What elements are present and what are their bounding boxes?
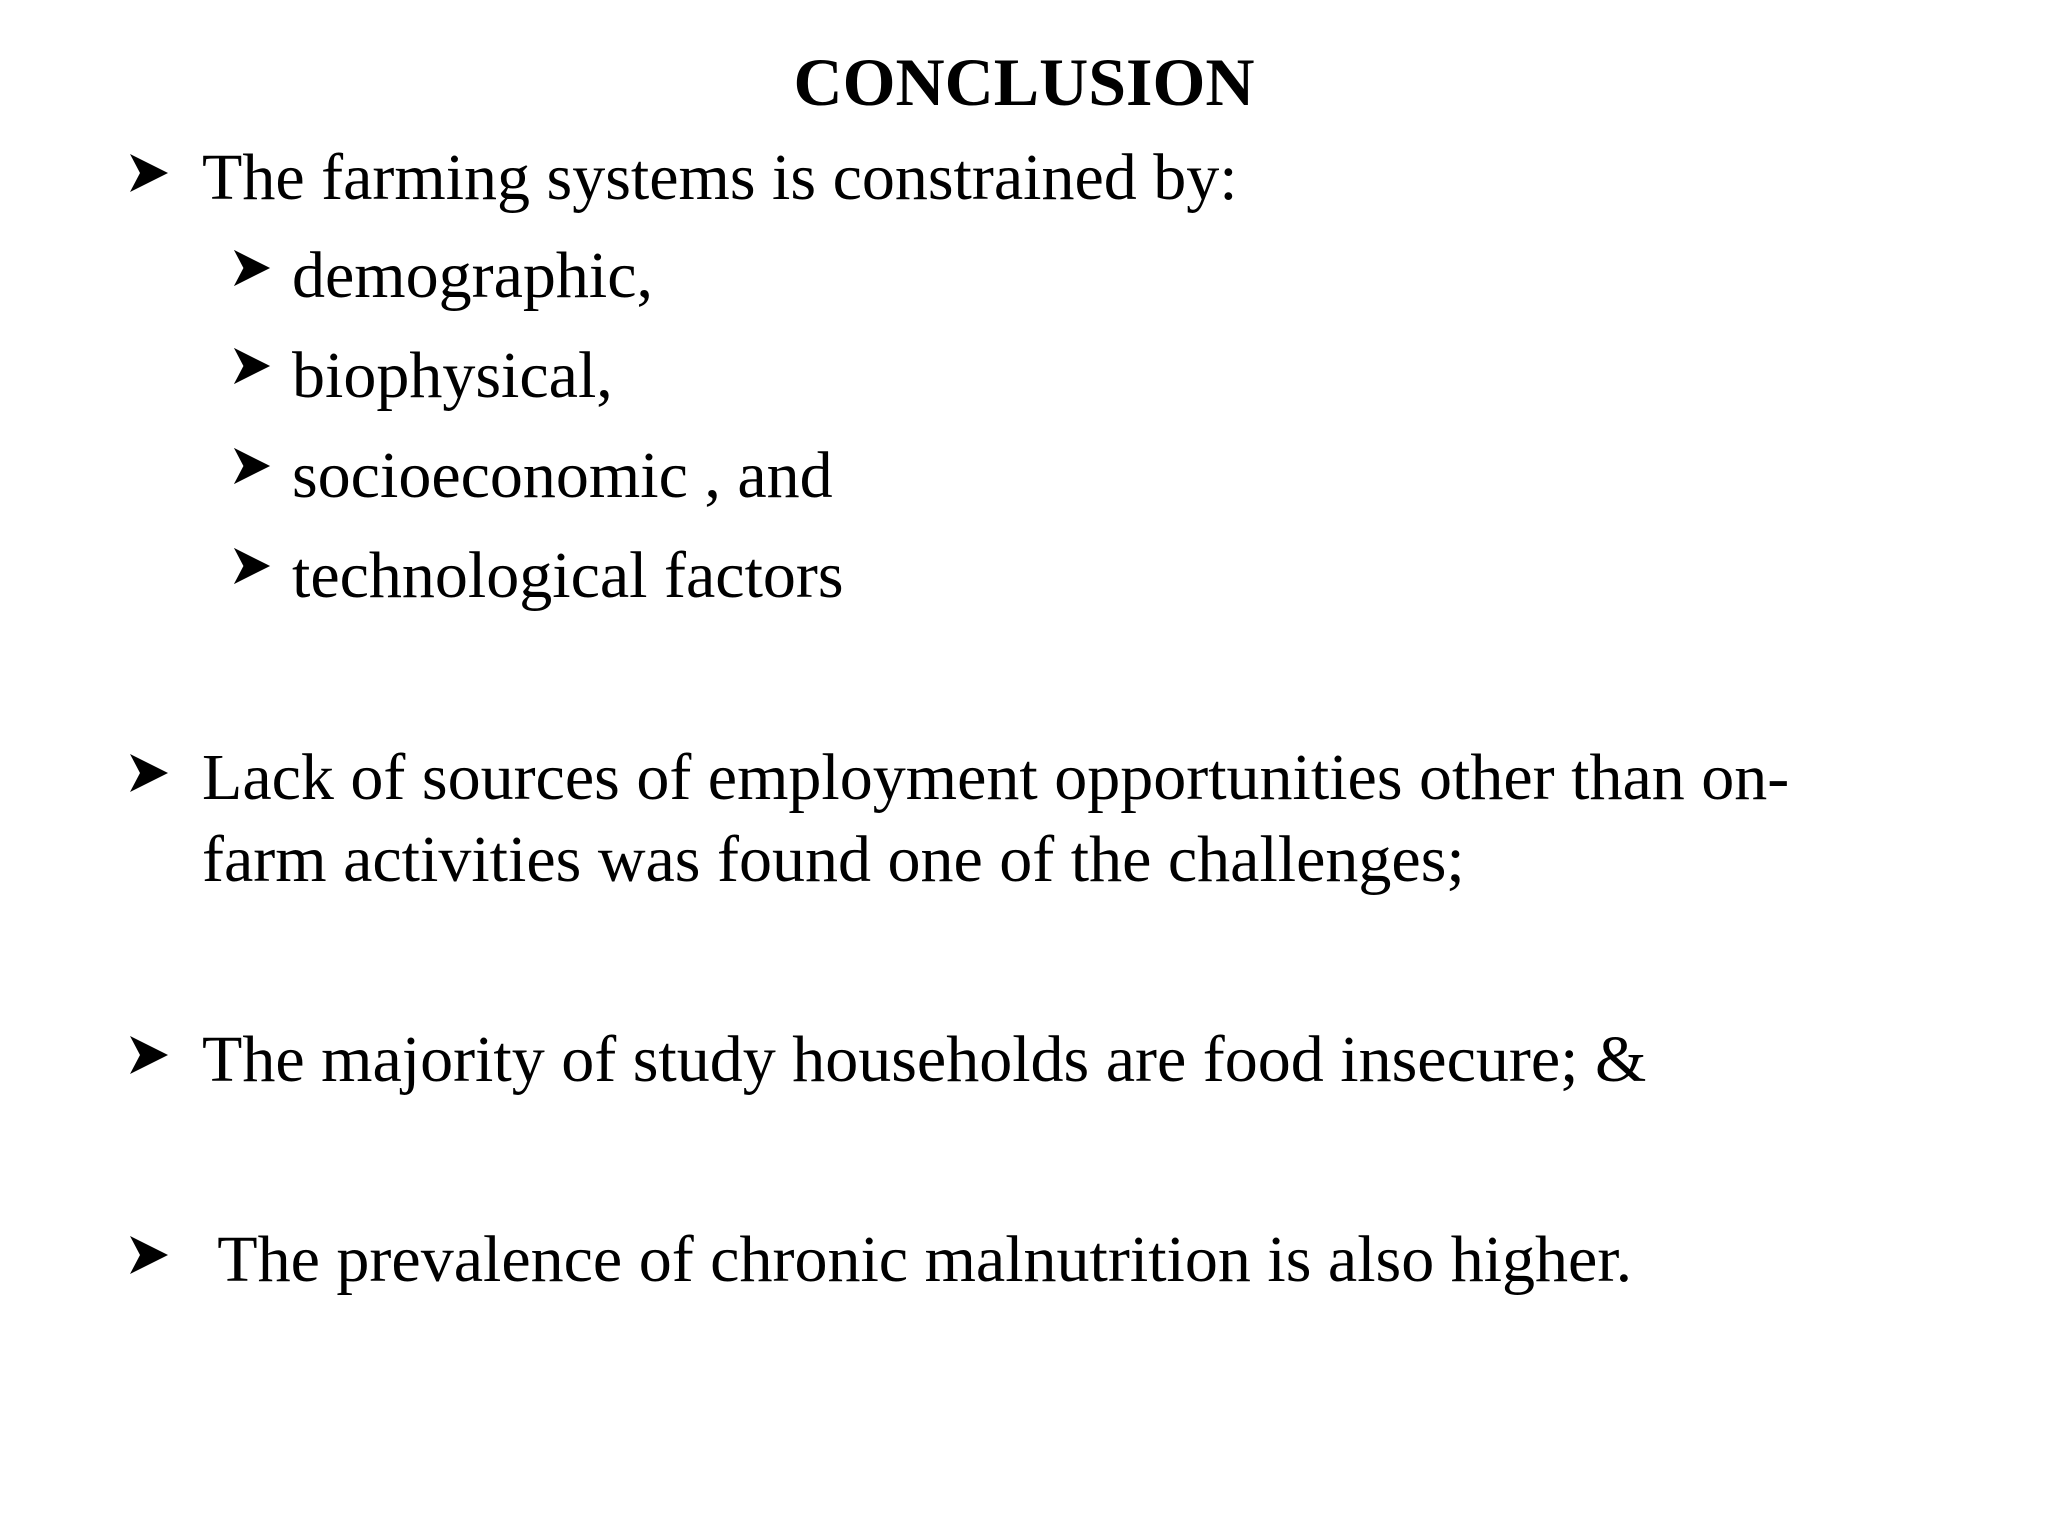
arrowhead-bullet-icon	[128, 1234, 170, 1276]
bullet-text-line1: Lack of sources of employment opportunities other than on-	[202, 741, 1790, 814]
arrowhead-bullet-icon	[128, 1034, 170, 1076]
arrowhead-bullet-icon	[232, 248, 272, 288]
slide-title: CONCLUSION	[793, 44, 1255, 120]
sub-item-text: demographic,	[292, 239, 654, 312]
bullet-text: The prevalence of chronic malnutrition is also higher.	[202, 1223, 1633, 1296]
bullet-text-line2: farm activities was found one of the challenges;	[202, 823, 1465, 896]
sub-item-text: technological factors	[292, 539, 844, 612]
arrowhead-bullet-icon	[232, 446, 272, 486]
sub-item-text: biophysical,	[292, 339, 613, 412]
bullet-text: The majority of study households are food insecure; &	[202, 1023, 1647, 1096]
arrowhead-bullet-icon	[128, 752, 170, 794]
sub-item-text: socioeconomic , and	[292, 439, 833, 512]
bullet-text: The farming systems is constrained by:	[202, 141, 1238, 214]
arrowhead-bullet-icon	[232, 346, 272, 386]
arrowhead-bullet-icon	[232, 546, 272, 586]
arrowhead-bullet-icon	[128, 152, 170, 194]
